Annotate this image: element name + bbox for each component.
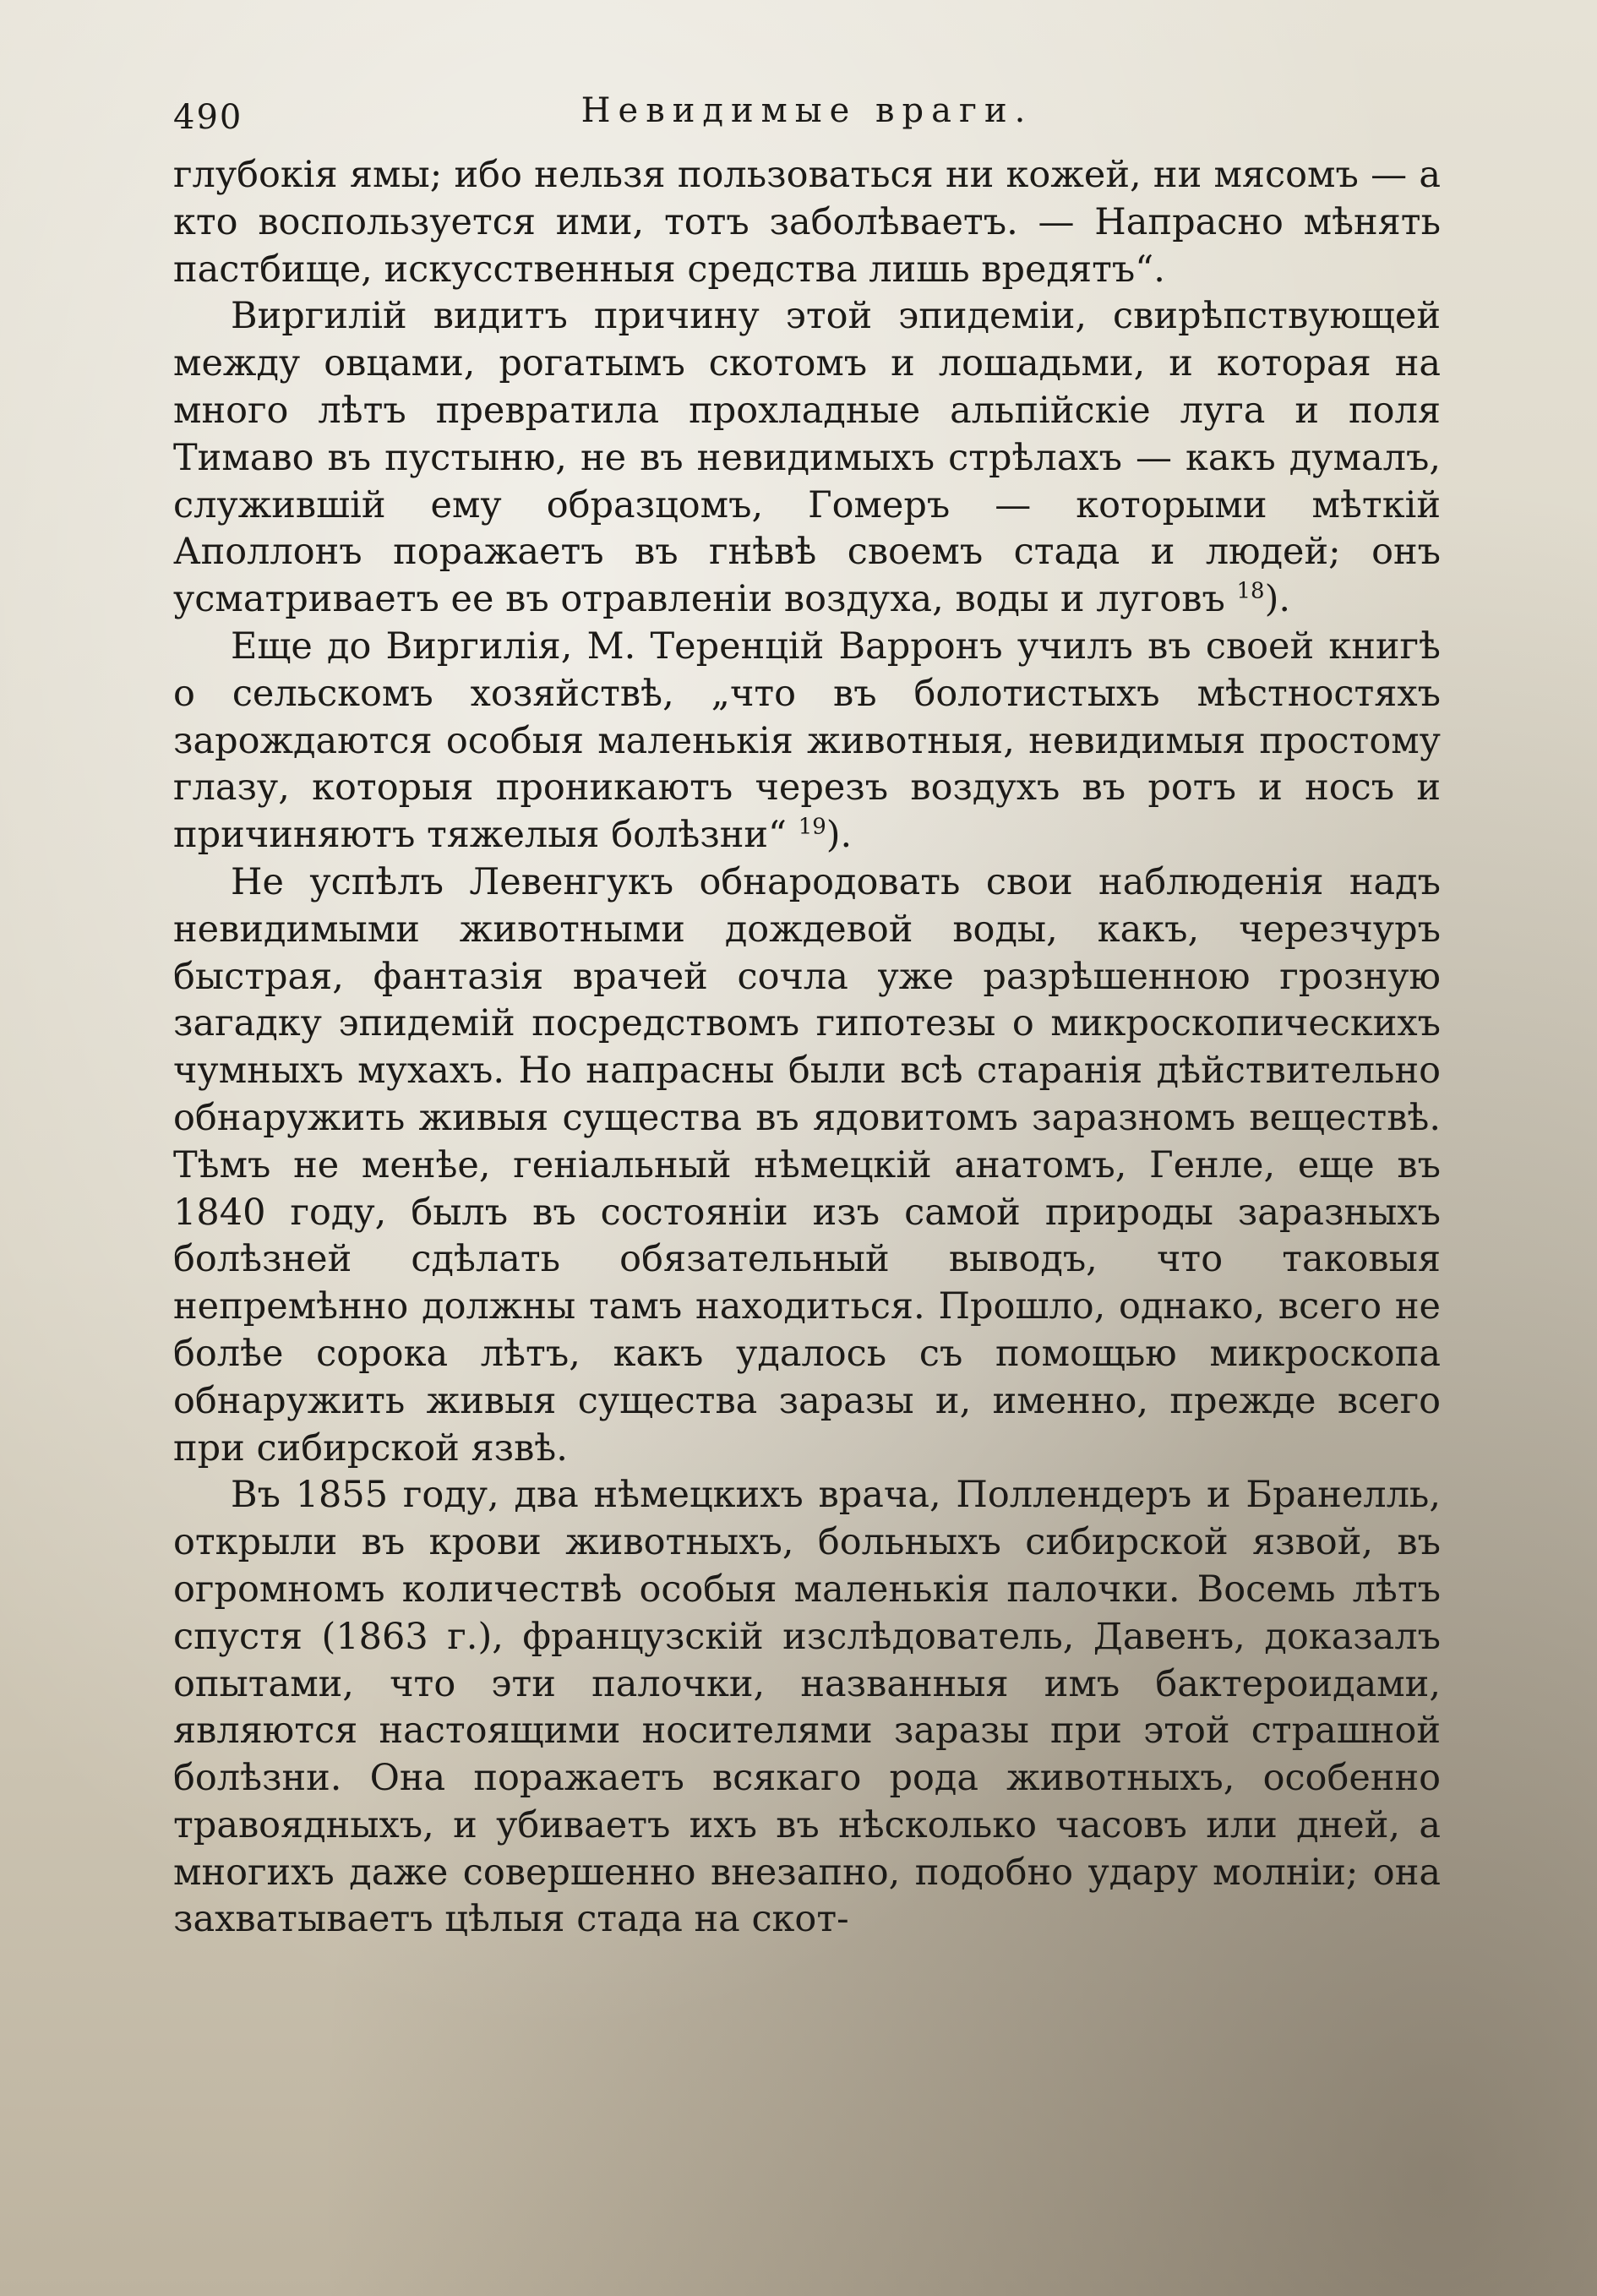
footnote-ref: 18 — [1236, 578, 1265, 604]
paragraph-text: Въ 1855 году, два нѣмецкихъ врача, Поллендеръ и Бранелль, открыли въ крови животныхъ, больныхъ сибирской язвой, въ огромномъ количествѣ особыя маленькія палочки. Восемь лѣтъ спустя (1863 г.), французскій изслѣдователь, Давенъ, доказалъ опытами, что эти палочки, названныя имъ бактероидами, являются настоящими носителями заразы при этой страшной болѣзни. Она поражаетъ всякаго рода животныхъ, особенно травоядныхъ, и убиваетъ ихъ въ нѣсколько часовъ или дней, а многихъ даже совершенно внезапно, подобно удару молніи; она захватываетъ цѣлыя стада на скот- — [173, 1474, 1441, 1941]
paragraph-tail: ). — [1264, 578, 1291, 621]
paragraph-2 — [173, 293, 1441, 624]
paragraph-text: Еще до Виргилія, М. Теренцій Варронъ училъ въ своей книгѣ о сельскомъ хозяйствѣ, „что въ болотистыхъ мѣстностяхъ зарождаются особыя маленькія животныя, невидимыя простому глазу, которыя проникаютъ черезъ воздухъ въ ротъ и носъ и причиняютъ тяжелыя болѣзни“ — [173, 624, 1441, 857]
paragraph-3 — [173, 624, 1441, 859]
paragraph-text: Не успѣлъ Левенгукъ обнародовать свои наблюденія надъ невидимыми животными дождевой воды, какъ, черезчуръ быстрая, фантазія врачей сочла уже разрѣшенною грозную загадку эпидемій посредствомъ гипотезы о микроскопическихъ чумныхъ мухахъ. Но напрасны были всѣ старанія дѣйствительно обнаружить живыя существа въ ядовитомъ заразномъ веществѣ. Тѣмъ не менѣе, геніальный нѣмецкій анатомъ, Генле, еще въ 1840 году, былъ въ состояніи изъ самой природы заразныхъ болѣзней сдѣлать обязательный выводъ, что таковыя непремѣнно должны тамъ находиться. Прошло, однако, всего не болѣе сорока лѣтъ, какъ удалось съ помощью микроскопа обнаружить живыя существа заразы и, именно, прежде всего при сибирской язвѣ. — [173, 860, 1441, 1470]
paragraph-5 — [173, 1472, 1441, 1944]
page-number: 490 — [173, 98, 243, 137]
paragraph-1 — [173, 152, 1441, 293]
footnote-ref: 19 — [798, 814, 826, 840]
paragraph-tail: ). — [826, 814, 853, 857]
running-title: Невидимые враги. — [580, 91, 1033, 130]
page-header — [173, 91, 1441, 142]
paragraph-4 — [173, 859, 1441, 1472]
paragraph-text: глубокія ямы; ибо нельзя пользоваться ни кожей, ни мясомъ — а кто воспользуется ими, тотъ заболѣваетъ. — Напрасно мѣнять пастбище, искусственныя средства лишь вредятъ“. — [173, 154, 1441, 291]
paragraph-text: Виргилій видитъ причину этой эпидеміи, свирѣпствующей между овцами, рогатымъ скотомъ и лошадьми, и которая на много лѣтъ превратила прохладные альпійскіе луга и поля Тимаво въ пустыню, не въ невидимыхъ стрѣлахъ — какъ думалъ, служившій ему образцомъ, Гомеръ — которыми мѣткій Аполлонъ поражаетъ въ гнѣвѣ своемъ стада и людей; онъ усматриваетъ ее въ отравленіи воздуха, воды и луговъ — [173, 295, 1441, 621]
body-text — [173, 152, 1441, 1944]
